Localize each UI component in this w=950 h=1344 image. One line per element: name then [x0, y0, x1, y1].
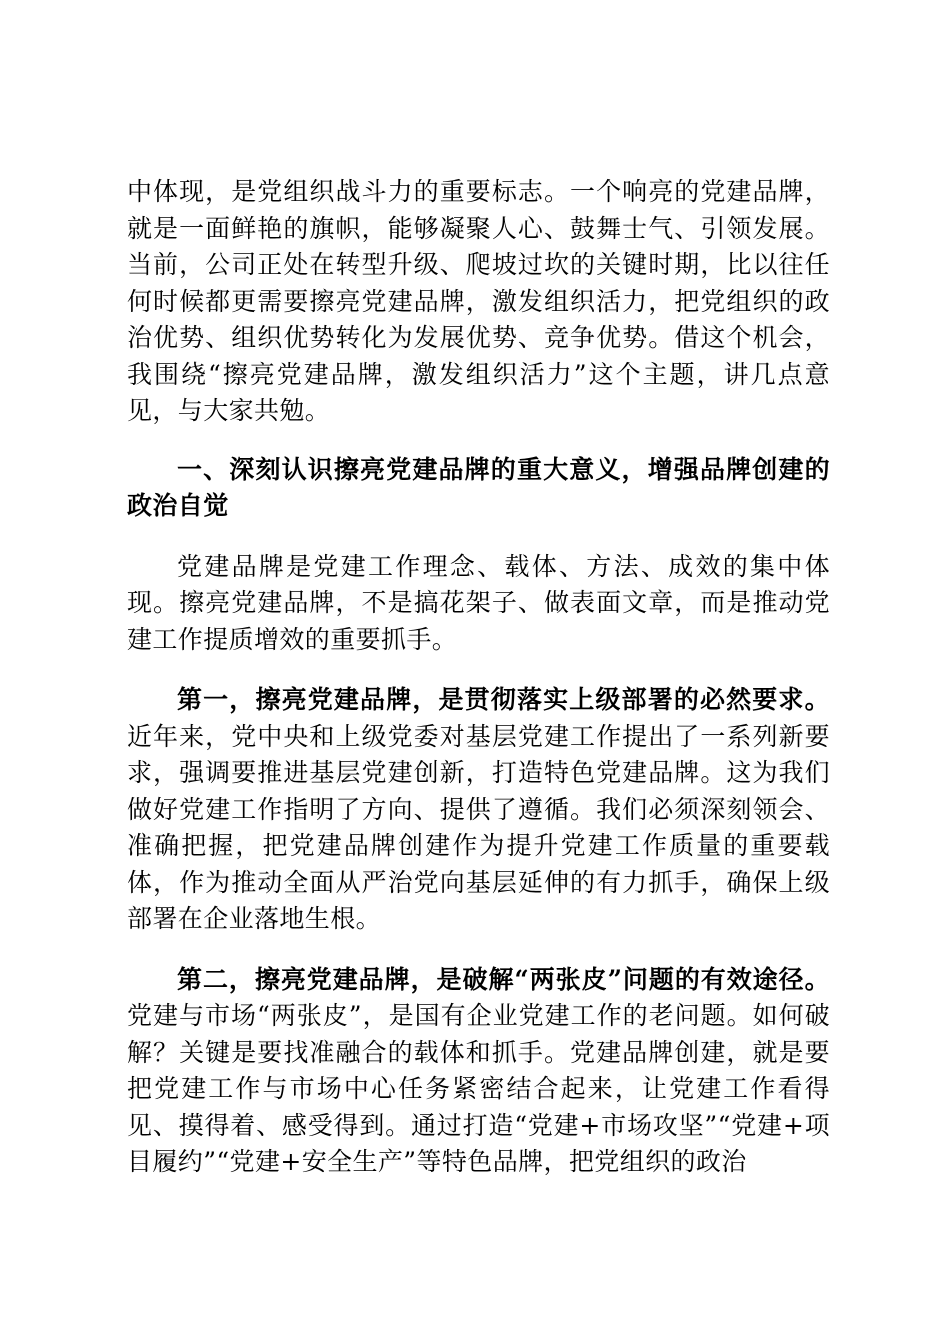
paragraph-point-one [127, 682, 830, 938]
point-one-lead: 第一，擦亮党建品牌，是贯彻落实上级部署的必然要求。 [177, 685, 830, 714]
paragraph-point-two [127, 962, 830, 1181]
document-body [127, 174, 830, 1181]
section-heading-1: 一、深刻认识擦亮党建品牌的重大意义，增强品牌创建的政治自觉 [127, 454, 830, 520]
point-one-body: 近年来，党中央和上级党委对基层党建工作提出了一系列新要求，强调要推进基层党建创新，打造特色党建品牌。这为我们做好党建工作指明了方向、提供了遵循。我们必须深刻领会、准确把握，把党建品牌创建作为提升党建工作质量的重要载体，作为推动全面从严治党向基层延伸的有力抓手，确保上级部署在企业落地生根。 [127, 721, 830, 933]
paragraph-intro-continued: 中体现，是党组织战斗力的重要标志。一个响亮的党建品牌，就是一面鲜艳的旗帜，能够凝聚人心、鼓舞士气、引领发展。当前，公司正处在转型升级、爬坡过坎的关键时期，比以往任何时候都更需要擦亮党建品牌，激发组织活力，把党组织的政治优势、组织优势转化为发展优势、竞争优势。借这个机会，我围绕“擦亮党建品牌，激发组织活力”这个主题，讲几点意见，与大家共勉。 [127, 177, 830, 425]
point-two-lead: 第二，擦亮党建品牌，是破解“两张皮”问题的有效途径。 [177, 964, 830, 994]
paragraph-brand-definition: 党建品牌是党建工作理念、载体、方法、成效的集中体现。擦亮党建品牌，不是搞花架子、做表面文章，而是推动党建工作提质增效的重要抓手。 [127, 551, 830, 654]
point-two-body: 党建与市场“两张皮”，是国有企业党建工作的老问题。如何破解？关键是要找准融合的载体和抓手。党建品牌创建，就是要把党建工作与市场中心任务紧密结合起来，让党建工作看得见、摸得着、感受得到。通过打造“党建+市场攻坚”“党建+项目履约”“党建+安全生产”等特色品牌，把党组织的政治 [127, 1001, 830, 1176]
